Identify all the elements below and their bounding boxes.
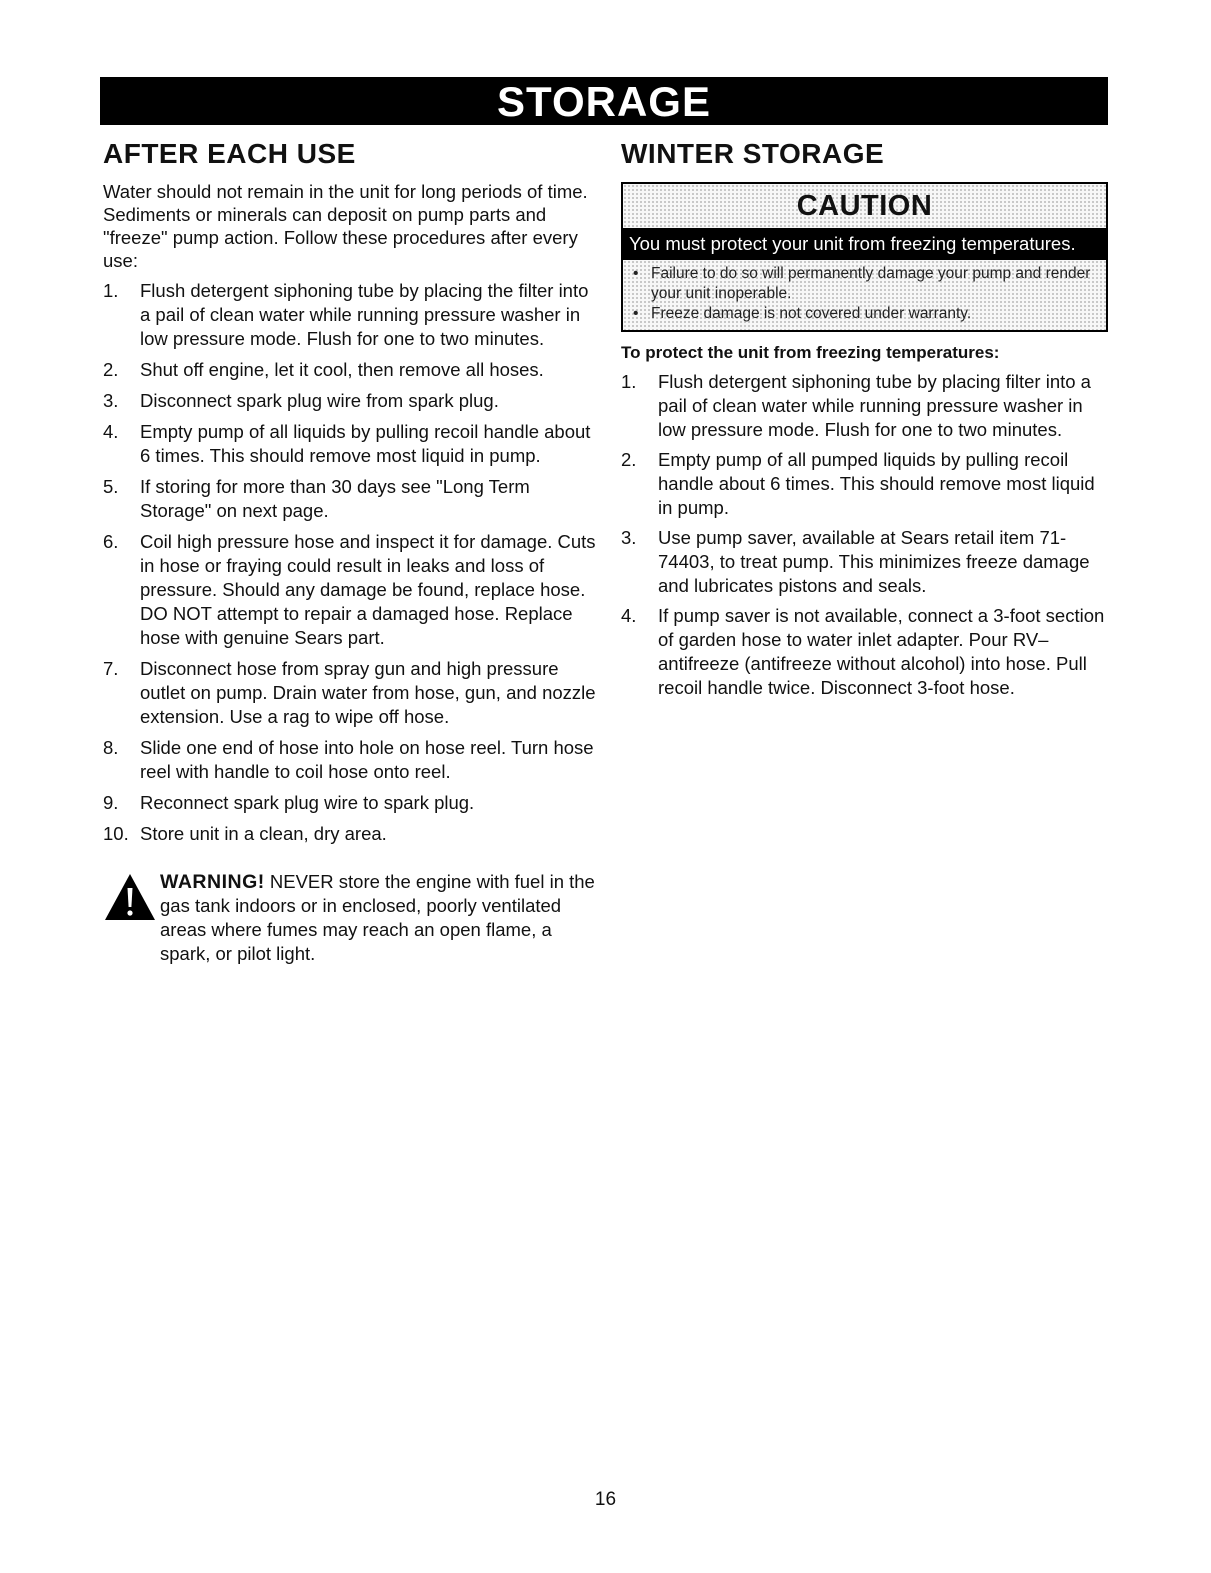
step-number: 1.	[621, 371, 637, 392]
step-text: Disconnect hose from spray gun and high pressure outlet on pump. Drain water from hose, gun, and nozzle extension. Use a rag to wipe off hose.	[140, 658, 596, 727]
step-text: Slide one end of hose into hole on hose reel. Turn hose reel with handle to coil hose onto reel.	[140, 737, 594, 782]
after-each-use-column	[103, 138, 597, 966]
warning-label: WARNING!	[160, 871, 265, 893]
step-text: Reconnect spark plug wire to spark plug.	[140, 792, 475, 813]
step-number: 2.	[103, 359, 119, 380]
step-text: Empty pump of all liquids by pulling recoil handle about 6 times. This should remove most liquid in pump.	[140, 421, 591, 466]
list-item	[627, 264, 1098, 304]
caution-banner: You must protect your unit from freezing temperatures.	[623, 228, 1106, 260]
after-each-use-steps	[103, 279, 597, 846]
list-item	[103, 358, 597, 382]
step-text: Shut off engine, let it cool, then remove all hoses.	[140, 359, 544, 380]
winter-storage-column	[621, 138, 1108, 700]
list-item	[103, 736, 597, 784]
step-number: 8.	[103, 737, 119, 758]
step-number: 2.	[621, 449, 637, 470]
warning-notice	[103, 870, 597, 966]
list-item	[621, 604, 1108, 700]
list-item	[621, 448, 1108, 520]
step-number: 9.	[103, 792, 119, 813]
list-item	[621, 526, 1108, 598]
step-text: Flush detergent siphoning tube by placing filter into a pail of clean water while running pressure washer in low pressure mode. Flush for one to two minutes.	[658, 371, 1091, 440]
winter-storage-steps	[621, 370, 1108, 700]
page-number: 16	[594, 1489, 617, 1510]
step-text: If storing for more than 30 days see "Long Term Storage" on next page.	[140, 476, 530, 521]
list-item	[103, 822, 597, 846]
list-item	[103, 530, 597, 650]
list-item	[103, 657, 597, 729]
list-item	[103, 389, 597, 413]
caution-title: CAUTION	[796, 190, 933, 222]
step-text: Disconnect spark plug wire from spark plug.	[140, 390, 499, 411]
list-item	[621, 370, 1108, 442]
section-banner	[100, 77, 1108, 125]
list-item	[103, 279, 597, 351]
step-text: Store unit in a clean, dry area.	[140, 823, 387, 844]
step-number: 4.	[621, 605, 637, 626]
step-number: 1.	[103, 280, 119, 301]
step-text: Use pump saver, available at Sears retail item 71-74403, to treat pump. This minimizes freeze damage and lubricates pistons and seals.	[658, 527, 1090, 596]
step-number: 3.	[103, 390, 119, 411]
step-number: 4.	[103, 421, 119, 442]
bullet-icon: •	[633, 265, 639, 282]
step-number: 5.	[103, 476, 119, 497]
after-each-use-heading: AFTER EACH USE	[103, 138, 356, 169]
step-number: 10.	[103, 823, 129, 844]
caution-list	[623, 260, 1106, 330]
list-item	[103, 791, 597, 815]
list-item	[103, 420, 597, 468]
banner-title: STORAGE	[497, 78, 711, 125]
step-text: Flush detergent siphoning tube by placing the filter into a pail of clean water while running pressure washer in low pressure mode. Flush for one to two minutes.	[140, 280, 589, 349]
step-text: If pump saver is not available, connect a 3-foot section of garden hose to water inlet adapter. Pour RV–antifreeze (antifreeze without alcohol) into hose. Pull recoil handle twice. Disconnect 3-foot hose.	[658, 605, 1105, 698]
step-number: 7.	[103, 658, 119, 679]
bullet-icon: •	[633, 305, 639, 322]
warning-triangle-icon	[103, 872, 157, 922]
winter-storage-heading: WINTER STORAGE	[621, 138, 885, 169]
step-number: 3.	[621, 527, 637, 548]
protect-heading: To protect the unit from freezing temperatures:	[621, 343, 1000, 362]
caution-box	[621, 182, 1108, 332]
step-text: Coil high pressure hose and inspect it for damage. Cuts in hose or fraying could result in leaks and loss of pressure. Should any damage be found, replace hose. DO NOT attempt to repair a damaged hose. Replace hose with genuine Sears part.	[140, 531, 596, 648]
after-each-use-intro: Water should not remain in the unit for long periods of time. Sediments or minerals can deposit on pump parts and "freeze" pump action. Follow these procedures after every use:	[103, 181, 588, 271]
caution-item-text: Failure to do so will permanently damage your pump and render your unit inoperable.	[651, 265, 1091, 302]
step-number: 6.	[103, 531, 119, 552]
step-text: Empty pump of all pumped liquids by pulling recoil handle about 6 times. This should remove most liquid in pump.	[658, 449, 1095, 518]
list-item	[627, 304, 1098, 324]
caution-item-text: Freeze damage is not covered under warranty.	[651, 305, 972, 322]
warning-text: NEVER store the engine with fuel in the gas tank indoors or in enclosed, poorly ventilated areas where fumes may reach an open flame, a spark, or pilot light.	[160, 871, 595, 964]
list-item	[103, 475, 597, 523]
